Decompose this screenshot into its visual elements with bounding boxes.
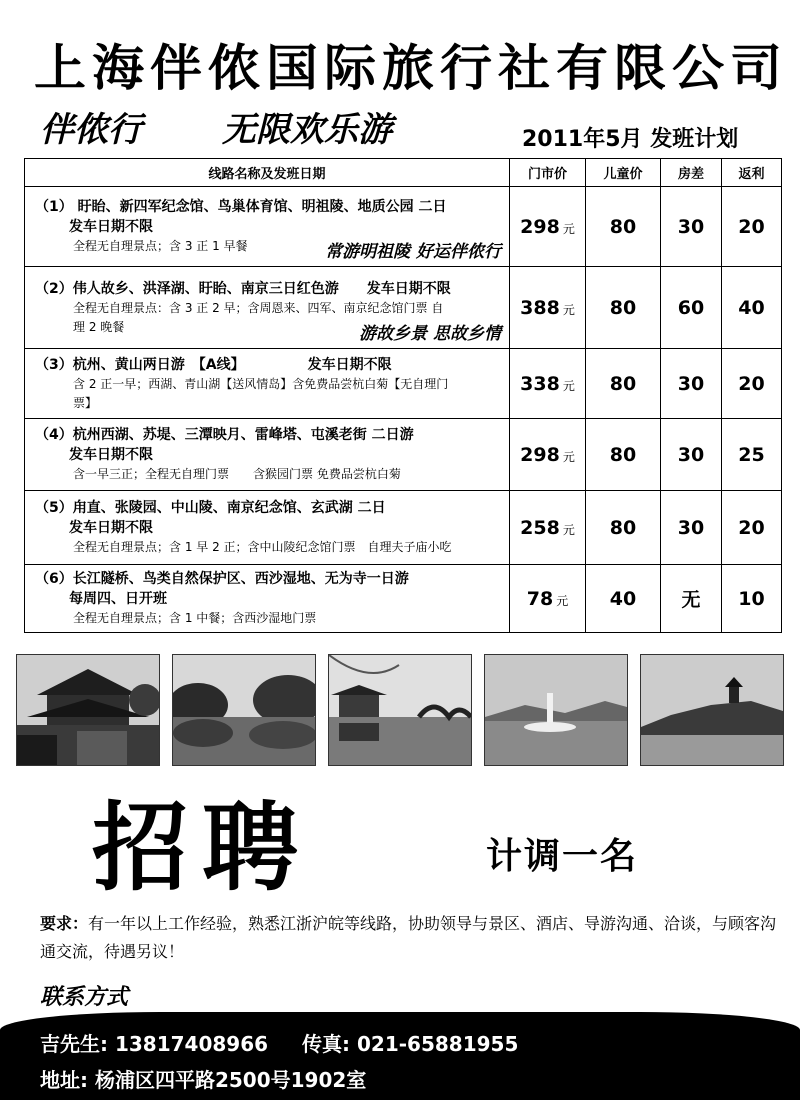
price-cell <box>510 491 586 565</box>
route-note-cont: 理 2 晚餐 <box>73 319 125 334</box>
room-diff-cell: 60 <box>661 267 722 349</box>
slogan-secondary: 无限欢乐游 <box>222 110 392 150</box>
table-row <box>25 565 782 633</box>
company-name: 上海伴侬国际旅行社有限公司 <box>34 40 789 98</box>
route-title: （3）杭州、黄山两日游 【A线】 发车日期不限 <box>35 356 392 373</box>
route-title: （5）甪直、张陵园、中山陵、南京纪念馆、玄武湖 二日 <box>35 500 386 516</box>
route-departure: 发车日期不限 <box>69 219 153 235</box>
route-note: 全程无自理景点：含 3 正 2 早；含周恩来、四军、南京纪念馆门票 自 <box>73 300 444 315</box>
room-diff-cell: 30 <box>661 187 722 267</box>
rebate-cell: 10 <box>722 565 782 633</box>
rebate-cell: 20 <box>722 491 782 565</box>
rebate-cell: 20 <box>722 187 782 267</box>
price-value: 298 <box>520 215 560 238</box>
price-value: 388 <box>520 296 560 319</box>
slogan-primary: 伴侬行 <box>40 110 142 150</box>
schedule-title: 2011年5月 发班计划 <box>522 127 739 152</box>
table-row <box>25 419 782 491</box>
rebate-cell: 20 <box>722 349 782 419</box>
route-title: （2）伟人故乡、洪泽湖、盱眙、南京三日红色游 发车日期不限 <box>35 280 451 297</box>
price-unit: 元 <box>562 302 575 317</box>
child-price-cell: 80 <box>586 187 661 267</box>
child-price-cell: 80 <box>586 419 661 491</box>
contact-person: 吉先生: 13817408966 <box>40 1032 269 1056</box>
table-row <box>25 491 782 565</box>
price-unit: 元 <box>556 593 569 608</box>
price-unit: 元 <box>562 449 575 464</box>
route-promo: 游故乡景 思故乡情 <box>359 324 501 344</box>
price-value: 258 <box>520 516 560 539</box>
route-info <box>25 491 510 565</box>
route-note: 含 2 正一早；西湖、青山湖【送风情岛】含免费品尝杭白菊【无自理门 <box>73 376 449 391</box>
price-cell <box>510 267 586 349</box>
price-unit: 元 <box>562 378 575 393</box>
route-note: 全程无自理景点；含 1 早 2 正；含中山陵纪念馆门票 自理夫子庙小吃 <box>73 540 452 554</box>
route-info <box>25 267 510 349</box>
price-value: 298 <box>520 443 560 466</box>
contact-footer <box>0 1012 800 1100</box>
route-info <box>25 187 510 267</box>
route-note: 全程无自理景点；含 1 中餐；含西沙湿地门票 <box>73 611 317 625</box>
table-row <box>25 187 782 267</box>
route-departure: 发车日期不限 <box>69 520 153 536</box>
route-title: （6）长江隧桥、鸟类自然保护区、西沙湿地、无为寺一日游 <box>35 571 409 587</box>
photo-hill-pagoda <box>640 654 784 766</box>
recruit-title: 招聘 <box>92 792 312 904</box>
price-value: 338 <box>520 372 560 395</box>
header-child: 儿童价 <box>586 159 661 187</box>
route-info <box>25 419 510 491</box>
child-price-cell: 80 <box>586 349 661 419</box>
header-rebate: 返利 <box>722 159 782 187</box>
contact-title: 联系方式 <box>40 985 129 1010</box>
route-departure: 发车日期不限 <box>69 447 153 463</box>
route-note: 全程无自理景点；含 3 正 1 早餐 <box>73 239 248 253</box>
route-note: 含一早三正；全程无自理门票 含猴园门票 免费品尝杭白菊 <box>73 467 401 481</box>
photo-pavilion-bridge <box>328 654 472 766</box>
route-departure: 每周四、日开班 <box>69 591 167 607</box>
header-route: 线路名称及发班日期 <box>25 159 510 187</box>
table-header-row <box>25 159 782 187</box>
header-price: 门市价 <box>510 159 586 187</box>
route-title: （4）杭州西湖、苏堤、三潭映月、雷峰塔、屯溪老街 二日游 <box>35 427 414 443</box>
requirements-label: 要求： <box>40 914 89 933</box>
rebate-cell: 25 <box>722 419 782 491</box>
route-info <box>25 349 510 419</box>
child-price-cell: 40 <box>586 565 661 633</box>
room-diff-cell: 无 <box>661 565 722 633</box>
rebate-cell: 40 <box>722 267 782 349</box>
room-diff-cell: 30 <box>661 491 722 565</box>
route-note-cont: 票】 <box>73 395 98 410</box>
photo-statue-lake <box>484 654 628 766</box>
contact-phone-line <box>40 1028 518 1057</box>
child-price-cell: 80 <box>586 267 661 349</box>
price-cell <box>510 349 586 419</box>
room-diff-cell: 30 <box>661 349 722 419</box>
price-cell <box>510 565 586 633</box>
contact-address: 地址: 杨浦区四平路2500号1902室 <box>40 1068 367 1092</box>
price-cell <box>510 419 586 491</box>
recruit-position: 计调一名 <box>486 836 639 877</box>
recruit-requirements <box>40 910 780 966</box>
route-info <box>25 565 510 633</box>
route-promo: 常游明祖陵 好运伴侬行 <box>325 242 501 262</box>
table-row <box>25 349 782 419</box>
price-cell <box>510 187 586 267</box>
price-unit: 元 <box>562 221 575 236</box>
price-unit: 元 <box>562 522 575 537</box>
header-room: 房差 <box>661 159 722 187</box>
route-title: （1） 盱眙、新四军纪念馆、鸟巢体育馆、明祖陵、地质公园 二日 <box>35 199 447 215</box>
requirements-text: 有一年以上工作经验，熟悉江浙沪皖等线路，协助领导与景区、酒店、导游沟通、洽谈，与顾客沟通交流，待遇另议！ <box>40 914 777 961</box>
photo-lake-trees <box>172 654 316 766</box>
table-row <box>25 267 782 349</box>
room-diff-cell: 30 <box>661 419 722 491</box>
price-value: 78 <box>526 587 554 610</box>
route-table <box>24 158 782 633</box>
child-price-cell: 80 <box>586 491 661 565</box>
contact-fax: 传真: 021-65881955 <box>302 1032 519 1056</box>
photo-temple <box>16 654 160 766</box>
